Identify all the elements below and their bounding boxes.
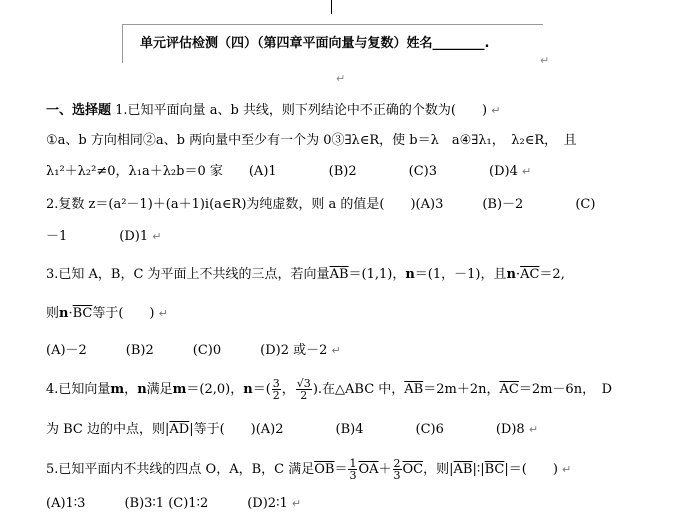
q3-text: ＝(1,1)， — [348, 267, 406, 282]
q5-choices-text: (A)1∶3 (B)3∶1 (C)1∶2 (D)2∶1 — [46, 496, 288, 511]
fraction-numerator: 3 — [272, 377, 280, 390]
q3-text: 等于( ) — [92, 306, 155, 321]
fraction-numerator: 2 — [393, 457, 401, 470]
vector-n: n — [243, 382, 253, 397]
vector-oc: $\overline{OC}$ — [402, 462, 424, 477]
paragraph-mark: ↵ — [540, 54, 550, 67]
q4-text: 满足 — [146, 382, 173, 397]
fraction-numerator: 1 — [349, 457, 357, 470]
q4-line2 — [46, 421, 538, 439]
q3-line1 — [46, 266, 565, 284]
vector-bc: $\overline{BC}$ — [484, 462, 505, 477]
paragraph-mark: ↵ — [521, 165, 532, 178]
paragraph-mark: ↵ — [528, 423, 539, 436]
q4-text: ＝(2,0)， — [186, 382, 244, 397]
q3-text: ＝2, — [539, 267, 565, 282]
fraction-denominator: 2 — [272, 389, 280, 402]
vector-n: n — [59, 306, 69, 321]
dot-operator: · — [68, 306, 73, 321]
vector-bc: $\overline{BC}$ — [72, 306, 93, 321]
vector-m: m — [172, 382, 187, 397]
section-heading: 一、选择题 — [46, 103, 112, 118]
vector-ab: $\overline{AB}$ — [453, 462, 473, 477]
q4-text: |等于( )(A)2 (B)4 (C)6 (D)8 — [189, 422, 525, 437]
q4-text: ， — [281, 382, 295, 397]
q5-text: ＝ — [334, 462, 348, 477]
vector-ob: $\overline{OB}$ — [314, 462, 335, 477]
vector-n: n — [137, 382, 147, 397]
text-cursor — [331, 0, 332, 14]
dot-operator: · — [515, 267, 521, 282]
q4-text: ＝2m－6n， D — [518, 382, 612, 397]
vector-ab: $\overline{AB}$ — [329, 267, 349, 282]
vector-ac: $\overline{AC}$ — [499, 382, 519, 397]
paragraph-mark: ↵ — [562, 463, 572, 476]
fraction — [393, 458, 402, 481]
q2-line1: 2.复数 z＝(a²－1)＋(a＋1)i(a∈R)为纯虚数，则 a 的值是( )(A)3 (B)－2 (C) — [46, 197, 596, 212]
vector-m: m — [110, 382, 125, 397]
q4-line1 — [46, 378, 612, 401]
paragraph-mark: ↵ — [158, 307, 168, 320]
q3-text: 3.已知 A，B，C 为平面上不共线的三点，若向量 — [46, 267, 330, 282]
page-title: 单元评估检测（四）（第四章平面向量与复数）姓名________. — [140, 36, 490, 51]
q3-line2 — [46, 305, 168, 323]
paragraph-mark: ↵ — [331, 344, 341, 357]
q3-choices — [46, 342, 341, 360]
fraction-denominator: 3 — [393, 469, 401, 482]
paragraph-mark: ↵ — [491, 104, 501, 117]
q4-text: 4.已知向量 — [46, 382, 111, 397]
vector-ad: $\overline{AD}$ — [169, 422, 190, 437]
q5-text: |∶| — [472, 462, 485, 477]
q2-line2-text: －1 (D)1 — [46, 229, 149, 244]
q1-line3-text: λ₁²＋λ₂²≠0，λ₁a＋λ₂b＝0 家 (A)1 (B)2 (C)3 (D)4 — [46, 164, 518, 179]
fraction — [296, 378, 312, 401]
q3-text: ＝(1，－1)，且 — [414, 267, 507, 282]
vector-n: n — [506, 267, 516, 282]
vector-n: n — [405, 267, 415, 282]
q1-stem: 1.已知平面向量 a、b 共线，则下列结论中不正确的个数为( ) — [115, 103, 488, 118]
vector-ac: $\overline{AC}$ — [520, 267, 540, 282]
fraction-denominator: 2 — [300, 389, 308, 402]
q4-text: ＝( — [252, 382, 271, 397]
q4-text: ， — [124, 382, 138, 397]
q4-text: 为 BC 边的中点，则| — [46, 422, 170, 437]
q2-line2 — [46, 228, 161, 246]
q5-text: 5.已知平面内不共线的四点 O，A，B，C 满足 — [46, 462, 315, 477]
q4-text: ＝2m＋2n， — [423, 382, 500, 397]
fraction-denominator: 3 — [349, 469, 357, 482]
vector-ab: $\overline{AB}$ — [404, 382, 424, 397]
q3-choices-text: (A)－2 (B)2 (C)0 (D)2 或－2 — [46, 343, 328, 358]
q5-line1 — [46, 458, 571, 481]
fraction — [348, 458, 357, 481]
q3-text: 则 — [46, 306, 60, 321]
paragraph-mark: ↵ — [291, 497, 302, 510]
q5-choices — [46, 495, 301, 513]
q5-text: |＝( ) — [504, 462, 558, 477]
fraction — [272, 378, 281, 401]
vector-oa: $\overline{OA}$ — [358, 462, 379, 477]
fraction-numerator: √3 — [296, 377, 311, 390]
paragraph-mark: ↵ — [152, 230, 162, 243]
q5-text: ，则| — [423, 462, 454, 477]
paragraph-mark: ↵ — [336, 72, 346, 85]
q1-stem-line — [46, 102, 500, 120]
q5-text: ＋ — [378, 462, 392, 477]
q4-text: ).在△ABC 中， — [312, 382, 405, 397]
q1-line3 — [46, 163, 531, 181]
q1-line2: ①a、b 方向相同②a、b 两向量中至少有一个为 0③∃λ∈R，使 b＝λ a④∃λ₁， λ₂∈R， 且 — [46, 133, 577, 148]
